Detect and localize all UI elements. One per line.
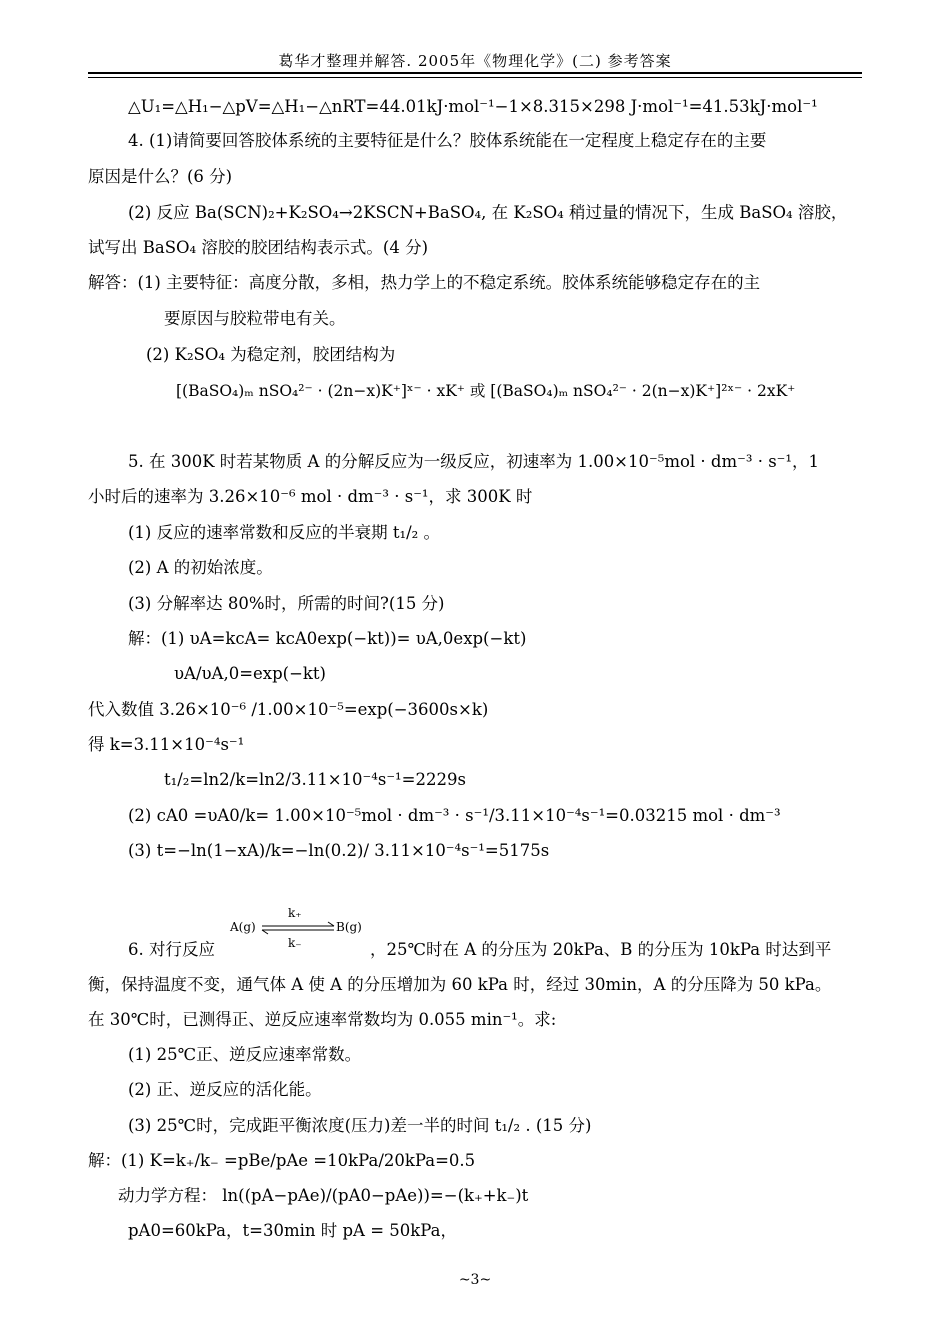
text-line: 得 k=3.11×10⁻⁴s⁻¹: [88, 735, 245, 754]
text-line: (2) 正、逆反应的活化能。: [128, 1080, 322, 1099]
text-line: (2) cA0 =υA0/k= 1.00×10⁻⁵mol · dm⁻³ · s⁻¹/3.11×10⁻⁴s⁻¹=0.03215 mol · dm⁻³: [128, 806, 781, 825]
k-backward-label: k₋: [288, 936, 302, 950]
micelle-formula: [(BaSO₄)ₘ nSO₄²⁻ · (2n−x)K⁺]ˣ⁻ · xK⁺ 或 [(BaSO₄)ₘ nSO₄²⁻ · 2(n−x)K⁺]²ˣ⁻ · 2xK⁺: [176, 382, 796, 400]
k-forward-label: k₊: [288, 906, 302, 920]
text-line: (2) K₂SO₄ 为稳定剂，胶团结构为: [146, 345, 396, 364]
text-line: 动力学方程： ln((pA−pAe)/(pA0−pAe))=−(k₊+k₋)t: [118, 1186, 529, 1205]
text-line: 试写出 BaSO₄ 溶胶的胶团结构表示式。(4 分): [88, 238, 429, 257]
header-rule-thick: [88, 72, 862, 74]
text-line: (2) A 的初始浓度。: [128, 558, 273, 577]
text-line: (3) 25℃时，完成距平衡浓度(压力)差一半的时间 t₁/₂ . (15 分): [128, 1116, 592, 1135]
page-number: ~3~: [458, 1272, 492, 1288]
text-line: △U₁=△H₁−△pV=△H₁−△nRT=44.01kJ·mol⁻¹−1×8.315×298 J·mol⁻¹=41.53kJ·mol⁻¹: [128, 97, 818, 116]
text-line: 解答：(1) 主要特征：高度分散，多相，热力学上的不稳定系统。胶体系统能够稳定存在的主: [88, 273, 761, 292]
text-line: t₁/₂=ln2/k=ln2/3.11×10⁻⁴s⁻¹=2229s: [164, 770, 466, 789]
text-line: 要原因与胶粒带电有关。: [164, 309, 346, 328]
text-line: 4. (1)请简要回答胶体系统的主要特征是什么？胶体系统能在一定程度上稳定存在的主要: [128, 131, 767, 150]
text-line: (3) 分解率达 80%时，所需的时间?(15 分): [128, 594, 445, 613]
text-line: 小时后的速率为 3.26×10⁻⁶ mol · dm⁻³ · s⁻¹，求 300K 时: [88, 487, 533, 506]
page-header: 葛华才整理并解答. 2005年《物理化学》(二) 参考答案: [278, 52, 672, 70]
text-line: pA0=60kPa，t=30min 时 pA = 50kPa，: [128, 1221, 457, 1240]
header-rule-thin: [88, 77, 862, 78]
text-line: (1) 反应的速率常数和反应的半衰期 t₁/₂ 。: [128, 523, 441, 542]
text-line: υA/υA,0=exp(−kt): [174, 664, 326, 683]
text-line: ，25℃时在 A 的分压为 20kPa、B 的分压为 10kPa 时达到平: [370, 940, 832, 959]
text-line: 解：(1) υA=kcA= kcA0exp(−kt))= υA,0exp(−kt): [128, 629, 527, 648]
product-label: B(g): [336, 920, 362, 934]
text-line: (1) 25℃正、逆反应速率常数。: [128, 1045, 362, 1064]
text-line: 代入数值 3.26×10⁻⁶ /1.00×10⁻⁵=exp(−3600s×k): [88, 700, 489, 719]
reactant-label: A(g): [230, 920, 256, 934]
text-line: 原因是什么？(6 分): [88, 167, 233, 186]
text-line: 解：(1) K=k₊/k₋ =pBe/pAe =10kPa/20kPa=0.5: [88, 1151, 476, 1170]
text-line: 5. 在 300K 时若某物质 A 的分解反应为一级反应，初速率为 1.00×10⁻⁵mol · dm⁻³ · s⁻¹，1: [128, 452, 819, 471]
reversible-reaction: [230, 906, 370, 950]
text-line: 在 30℃时，已测得正、逆反应速率常数均为 0.055 min⁻¹。求:: [88, 1010, 557, 1029]
text-line: (2) 反应 Ba(SCN)₂+K₂SO₄→2KSCN+BaSO₄, 在 K₂SO₄ 稍过量的情况下，生成 BaSO₄ 溶胶，: [128, 203, 848, 222]
text-line: 衡，保持温度不变，通气体 A 使 A 的分压增加为 60 kPa 时，经过 30min，A 的分压降为 50 kPa。: [88, 975, 832, 994]
text-line: 6. 对行反应: [128, 940, 215, 959]
text-line: (3) t=−ln(1−xA)/k=−ln(0.2)/ 3.11×10⁻⁴s⁻¹=5175s: [128, 841, 550, 860]
